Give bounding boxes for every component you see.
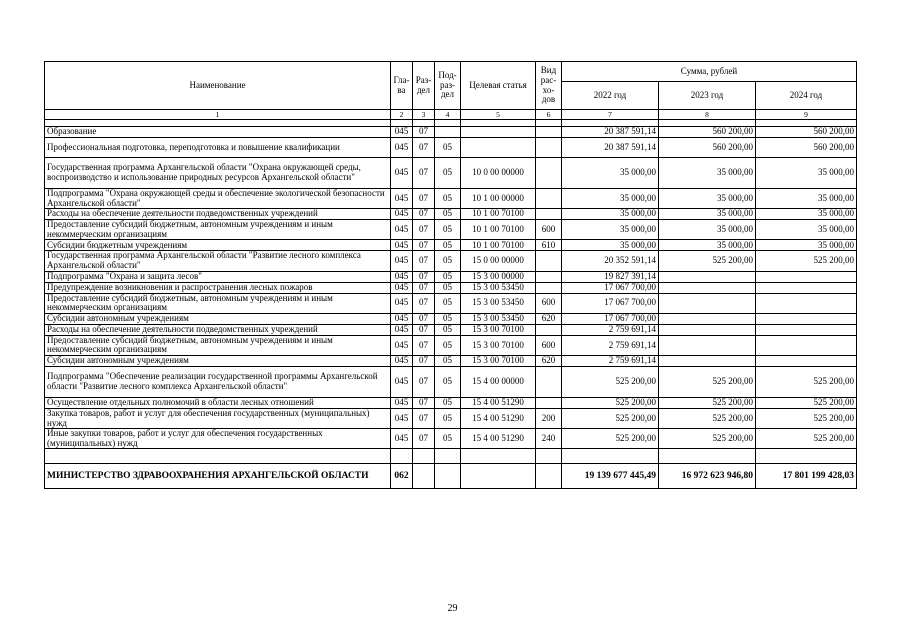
cell-y2022: 17 067 700,00 — [562, 313, 659, 324]
cell-tgt — [461, 127, 536, 138]
header-section: Раз-дел — [413, 62, 435, 110]
cell-sub: 05 — [435, 271, 461, 282]
header-year-2023: 2023 год — [659, 82, 756, 110]
cell-name: Подпрограмма "Обеспечение реализации государственной программы Архангельской области "Развитие лесного комплекса Архангельской области" — [45, 366, 391, 397]
cell-vr — [536, 138, 562, 158]
cell-y2023: 525 200,00 — [659, 429, 756, 449]
cell-sub: 05 — [435, 240, 461, 251]
cell-sub — [435, 127, 461, 138]
cell-name: Подпрограмма "Охрана и защита лесов" — [45, 271, 391, 282]
cell-y2024: 35 000,00 — [756, 189, 857, 209]
cell-name: Закупка товаров, работ и услуг для обеспечения государственных (муниципальных) нужд — [45, 408, 391, 428]
cell-y2022: 525 200,00 — [562, 408, 659, 428]
cell-y2022: 525 200,00 — [562, 366, 659, 397]
cell-vr: 600 — [536, 335, 562, 355]
cell-y2024 — [756, 355, 857, 366]
table-row — [45, 240, 857, 251]
cell-y2024: 525 200,00 — [756, 366, 857, 397]
cell-sec: 07 — [413, 251, 435, 271]
cell-sec: 07 — [413, 220, 435, 240]
cell-y2024: 35 000,00 — [756, 220, 857, 240]
cell-y2022: 19 827 391,14 — [562, 271, 659, 282]
cell-ch: 045 — [391, 220, 413, 240]
cell-ch: 045 — [391, 138, 413, 158]
table-row — [45, 138, 857, 158]
cell-sub: 05 — [435, 189, 461, 209]
cell-ch: 045 — [391, 293, 413, 313]
cell-ch: 045 — [391, 408, 413, 428]
cell-vr — [536, 189, 562, 209]
header-year-2022: 2022 год — [562, 82, 659, 110]
spacer-row — [45, 449, 857, 464]
cell-name: Предоставление субсидий бюджетным, автономным учреждениям и иным некоммерческим организациям — [45, 335, 391, 355]
cell-ch: 045 — [391, 324, 413, 335]
cell-y2022: 20 387 591,14 — [562, 138, 659, 158]
cell-ch: 045 — [391, 282, 413, 293]
cell-sub: 05 — [435, 408, 461, 428]
cell-vr — [536, 282, 562, 293]
cell-ch: 045 — [391, 158, 413, 189]
cell-y2022: 2 759 691,14 — [562, 355, 659, 366]
cell-name: Осуществление отдельных полномочий в области лесных отношений — [45, 397, 391, 408]
cell-y2024: 560 200,00 — [756, 127, 857, 138]
column-number: 1 — [45, 110, 391, 120]
cell-sec: 07 — [413, 209, 435, 220]
cell-sec: 07 — [413, 335, 435, 355]
table-row — [45, 366, 857, 397]
cell-y2024 — [756, 271, 857, 282]
cell-sub: 05 — [435, 429, 461, 449]
cell-vr — [536, 324, 562, 335]
cell-sec: 07 — [413, 293, 435, 313]
table-row — [45, 313, 857, 324]
cell-name: Иные закупки товаров, работ и услуг для обеспечения государственных (муниципальных) нужд — [45, 429, 391, 449]
cell-ch: 045 — [391, 429, 413, 449]
cell-vr: 620 — [536, 313, 562, 324]
table-row — [45, 189, 857, 209]
cell-vr — [536, 127, 562, 138]
cell-ch: 045 — [391, 251, 413, 271]
cell-y2023 — [659, 324, 756, 335]
cell-ch: 045 — [391, 335, 413, 355]
cell-y2023 — [659, 282, 756, 293]
cell-y2023: 525 200,00 — [659, 366, 756, 397]
page-number: 29 — [447, 603, 458, 614]
cell-y2022: 35 000,00 — [562, 189, 659, 209]
cell-ch: 045 — [391, 127, 413, 138]
cell-sub: 05 — [435, 335, 461, 355]
cell-sec: 07 — [413, 282, 435, 293]
cell-sub: 05 — [435, 324, 461, 335]
table-row — [45, 293, 857, 313]
cell-vr — [536, 158, 562, 189]
cell-y2022: 35 000,00 — [562, 220, 659, 240]
cell-y2023 — [659, 271, 756, 282]
total-2023: 16 972 623 946,80 — [659, 464, 756, 489]
column-number: 9 — [756, 110, 857, 120]
total-2024: 17 801 199 428,03 — [756, 464, 857, 489]
column-number-row — [45, 110, 857, 120]
cell-ch: 045 — [391, 313, 413, 324]
cell-sec: 07 — [413, 408, 435, 428]
cell-ch: 045 — [391, 189, 413, 209]
cell-sub: 05 — [435, 282, 461, 293]
cell-sec: 07 — [413, 366, 435, 397]
table-row — [45, 127, 857, 138]
cell-y2024 — [756, 324, 857, 335]
cell-y2024: 35 000,00 — [756, 209, 857, 220]
cell-sec: 07 — [413, 158, 435, 189]
cell-tgt: 10 1 00 00000 — [461, 189, 536, 209]
cell-y2023: 35 000,00 — [659, 189, 756, 209]
cell-y2024: 525 200,00 — [756, 397, 857, 408]
cell-y2023 — [659, 293, 756, 313]
cell-sec: 07 — [413, 127, 435, 138]
cell-sec: 07 — [413, 271, 435, 282]
cell-y2022: 35 000,00 — [562, 209, 659, 220]
cell-tgt: 15 3 00 70100 — [461, 324, 536, 335]
cell-sub: 05 — [435, 293, 461, 313]
cell-sub: 05 — [435, 251, 461, 271]
cell-name: Субсидии бюджетным учреждениям — [45, 240, 391, 251]
cell-ch: 045 — [391, 271, 413, 282]
cell-ch: 045 — [391, 209, 413, 220]
cell-y2023 — [659, 335, 756, 355]
cell-vr: 620 — [536, 355, 562, 366]
total-name: МИНИСТЕРСТВО ЗДРАВООХРАНЕНИЯ АРХАНГЕЛЬСКОЙ ОБЛАСТИ — [45, 464, 391, 489]
cell-sub: 05 — [435, 355, 461, 366]
column-number: 7 — [562, 110, 659, 120]
cell-y2024: 525 200,00 — [756, 408, 857, 428]
cell-tgt: 15 4 00 51290 — [461, 429, 536, 449]
table-row — [45, 251, 857, 271]
table-row — [45, 335, 857, 355]
cell-name: Образование — [45, 127, 391, 138]
header-name: Наименование — [45, 62, 391, 110]
cell-vr — [536, 366, 562, 397]
cell-name: Предупреждение возникновения и распространения лесных пожаров — [45, 282, 391, 293]
header-chapter: Гла-ва — [391, 62, 413, 110]
cell-y2022: 17 067 700,00 — [562, 293, 659, 313]
cell-ch: 045 — [391, 397, 413, 408]
cell-tgt: 10 1 00 70100 — [461, 209, 536, 220]
total-2022: 19 139 677 445,49 — [562, 464, 659, 489]
cell-y2024: 35 000,00 — [756, 158, 857, 189]
cell-y2022: 20 387 591,14 — [562, 127, 659, 138]
cell-tgt: 15 3 00 53450 — [461, 313, 536, 324]
cell-tgt: 15 0 00 00000 — [461, 251, 536, 271]
cell-vr: 600 — [536, 293, 562, 313]
cell-tgt: 15 3 00 53450 — [461, 282, 536, 293]
cell-vr: 600 — [536, 220, 562, 240]
cell-y2023: 560 200,00 — [659, 127, 756, 138]
cell-y2023: 35 000,00 — [659, 209, 756, 220]
cell-tgt: 15 3 00 00000 — [461, 271, 536, 282]
cell-tgt: 10 1 00 70100 — [461, 220, 536, 240]
cell-name: Профессиональная подготовка, переподготовка и повышение квалификации — [45, 138, 391, 158]
cell-vr — [536, 251, 562, 271]
cell-y2023: 525 200,00 — [659, 397, 756, 408]
cell-y2023: 525 200,00 — [659, 408, 756, 428]
cell-ch: 045 — [391, 355, 413, 366]
cell-sub: 05 — [435, 220, 461, 240]
table-row — [45, 158, 857, 189]
column-number: 4 — [435, 110, 461, 120]
cell-sec: 07 — [413, 429, 435, 449]
cell-name: Государственная программа Архангельской области "Охрана окружающей среды, воспроизводство и использование природных ресурсов Архангельской области" — [45, 158, 391, 189]
cell-y2022: 35 000,00 — [562, 240, 659, 251]
cell-tgt: 15 4 00 00000 — [461, 366, 536, 397]
cell-vr: 240 — [536, 429, 562, 449]
cell-ch: 045 — [391, 366, 413, 397]
cell-y2022: 35 000,00 — [562, 158, 659, 189]
column-number: 8 — [659, 110, 756, 120]
cell-vr — [536, 397, 562, 408]
cell-sub: 05 — [435, 158, 461, 189]
table-row — [45, 429, 857, 449]
cell-sec: 07 — [413, 240, 435, 251]
table-row — [45, 355, 857, 366]
table-row — [45, 397, 857, 408]
cell-sec: 07 — [413, 355, 435, 366]
header-sum: Сумма, рублей — [562, 62, 857, 82]
table-row — [45, 408, 857, 428]
cell-ch: 045 — [391, 240, 413, 251]
cell-name: Подпрограмма "Охрана окружающей среды и обеспечение экологической безопасности Архангельской области" — [45, 189, 391, 209]
total-chapter: 062 — [391, 464, 413, 489]
cell-y2023: 35 000,00 — [659, 240, 756, 251]
ministry-total-row — [45, 464, 857, 489]
cell-sub: 05 — [435, 313, 461, 324]
cell-name: Субсидии автономным учреждениям — [45, 355, 391, 366]
cell-y2024: 525 200,00 — [756, 251, 857, 271]
header-expense-type: Вид рас-хо-дов — [536, 62, 562, 110]
cell-name: Предоставление субсидий бюджетным, автономным учреждениям и иным некоммерческим организациям — [45, 293, 391, 313]
cell-sec: 07 — [413, 397, 435, 408]
cell-y2023 — [659, 313, 756, 324]
cell-y2023: 560 200,00 — [659, 138, 756, 158]
cell-sub: 05 — [435, 138, 461, 158]
header-subsection: Под-раз-дел — [435, 62, 461, 110]
cell-tgt: 10 1 00 70100 — [461, 240, 536, 251]
table-row — [45, 220, 857, 240]
cell-y2024 — [756, 335, 857, 355]
cell-name: Предоставление субсидий бюджетным, автономным учреждениям и иным некоммерческим организациям — [45, 220, 391, 240]
cell-y2022: 2 759 691,14 — [562, 335, 659, 355]
budget-table — [44, 61, 857, 489]
cell-sub: 05 — [435, 397, 461, 408]
cell-y2024 — [756, 282, 857, 293]
cell-sub: 05 — [435, 366, 461, 397]
cell-vr — [536, 209, 562, 220]
cell-tgt: 15 4 00 51290 — [461, 397, 536, 408]
cell-tgt: 15 3 00 53450 — [461, 293, 536, 313]
cell-sec: 07 — [413, 313, 435, 324]
cell-y2023: 525 200,00 — [659, 251, 756, 271]
cell-y2024 — [756, 313, 857, 324]
cell-y2022: 2 759 691,14 — [562, 324, 659, 335]
header-target: Целевая статья — [461, 62, 536, 110]
cell-sec: 07 — [413, 324, 435, 335]
cell-tgt: 10 0 00 00000 — [461, 158, 536, 189]
cell-y2022: 17 067 700,00 — [562, 282, 659, 293]
cell-y2024: 525 200,00 — [756, 429, 857, 449]
cell-tgt — [461, 138, 536, 158]
cell-tgt: 15 4 00 51290 — [461, 408, 536, 428]
cell-tgt: 15 3 00 70100 — [461, 355, 536, 366]
cell-name: Субсидии автономным учреждениям — [45, 313, 391, 324]
cell-y2024: 560 200,00 — [756, 138, 857, 158]
cell-y2024: 35 000,00 — [756, 240, 857, 251]
spacer-row — [45, 120, 857, 127]
cell-vr: 200 — [536, 408, 562, 428]
cell-tgt: 15 3 00 70100 — [461, 335, 536, 355]
cell-sub: 05 — [435, 209, 461, 220]
cell-name: Расходы на обеспечение деятельности подведомственных учреждений — [45, 209, 391, 220]
cell-y2023: 35 000,00 — [659, 158, 756, 189]
table-row — [45, 209, 857, 220]
cell-name: Государственная программа Архангельской области "Развитие лесного комплекса Архангельской области" — [45, 251, 391, 271]
column-number: 3 — [413, 110, 435, 120]
header-year-2024: 2024 год — [756, 82, 857, 110]
cell-vr — [536, 271, 562, 282]
cell-y2022: 525 200,00 — [562, 397, 659, 408]
column-number: 5 — [461, 110, 536, 120]
cell-vr: 610 — [536, 240, 562, 251]
column-number: 2 — [391, 110, 413, 120]
cell-y2023 — [659, 355, 756, 366]
cell-y2022: 20 352 591,14 — [562, 251, 659, 271]
cell-name: Расходы на обеспечение деятельности подведомственных учреждений — [45, 324, 391, 335]
cell-sec: 07 — [413, 138, 435, 158]
cell-sec: 07 — [413, 189, 435, 209]
table-row — [45, 282, 857, 293]
table-row — [45, 271, 857, 282]
cell-y2023: 35 000,00 — [659, 220, 756, 240]
cell-y2024 — [756, 293, 857, 313]
table-row — [45, 324, 857, 335]
column-number: 6 — [536, 110, 562, 120]
cell-y2022: 525 200,00 — [562, 429, 659, 449]
